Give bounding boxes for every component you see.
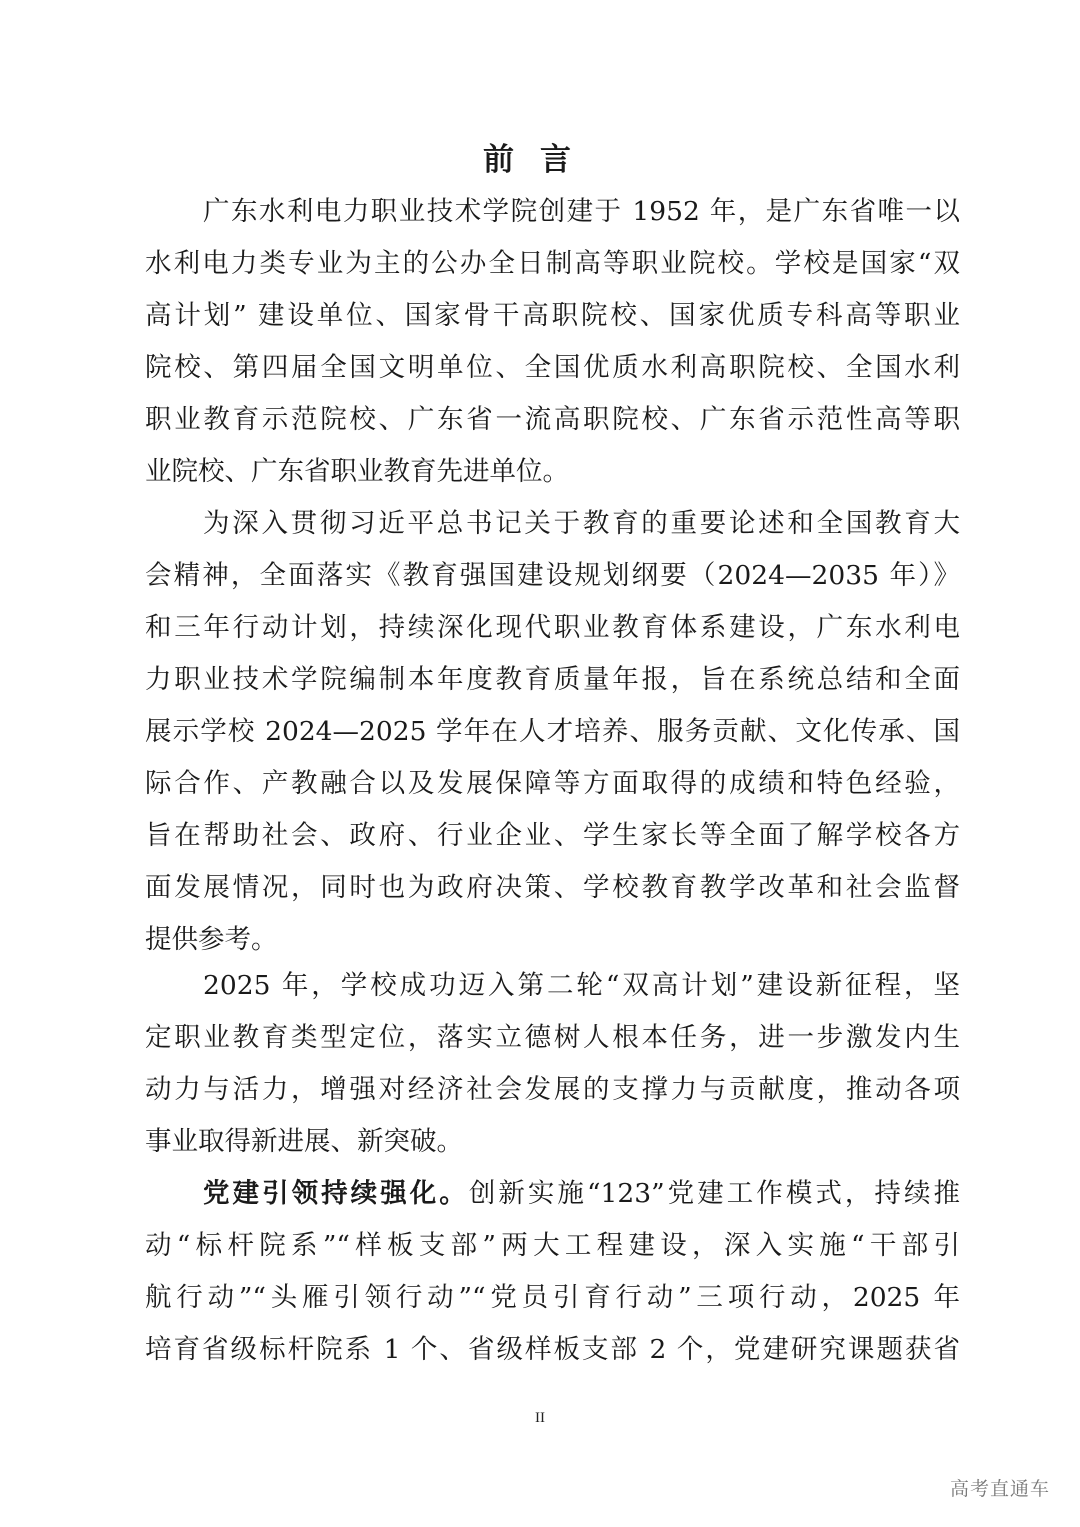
paragraph-4-line-1: [203, 1174, 960, 1214]
paragraph-3-line-4: 事业取得新进展、新突破。: [145, 1126, 463, 1157]
paragraph-4-line-2: 动“标杆院系”“样板支部”两大工程建设，深入实施“干部引: [145, 1230, 960, 1261]
paragraph-2-line-4: 力职业技术学院编制本年度教育质量年报，旨在系统总结和全面: [145, 664, 960, 695]
paragraph-3-line-2: 定职业教育类型定位，落实立德树人根本任务，进一步激发内生: [145, 1022, 960, 1053]
paragraph-3-line-1: 2025 年，学校成功迈入第二轮“双高计划”建设新征程，坚: [203, 970, 960, 1001]
paragraph-1-line-3: 高计划” 建设单位、国家骨干高职院校、国家优质专科高等职业: [145, 300, 960, 331]
paragraph-1-line-1: 广东水利电力职业技术学院创建于 1952 年，是广东省唯一以: [203, 196, 960, 227]
paragraph-2-line-2: 会精神，全面落实《教育强国建设规划纲要（2024—2035 年）》: [145, 560, 960, 591]
paragraph-2-line-6: 际合作、产教融合以及发展保障等方面取得的成绩和特色经验，: [145, 768, 960, 799]
paragraph-4-line-1-text: 创新实施“123”党建工作模式，持续推: [468, 1178, 960, 1209]
paragraph-2-line-9: 提供参考。: [145, 924, 278, 955]
paragraph-1-line-6: 业院校、广东省职业教育先进单位。: [145, 456, 569, 487]
paragraph-4-lead: 党建引领持续强化。: [203, 1178, 469, 1209]
paragraph-4-line-3: 航行动”“头雁引领行动”“党员引育行动”三项行动，2025 年: [145, 1282, 960, 1313]
paragraph-2-line-7: 旨在帮助社会、政府、行业企业、学生家长等全面了解学校各方: [145, 820, 960, 851]
paragraph-4-line-4: 培育省级标杆院系 1 个、省级样板支部 2 个，党建研究课题获省: [145, 1334, 960, 1365]
paragraph-2-line-3: 和三年行动计划，持续深化现代职业教育体系建设，广东水利电: [145, 612, 960, 643]
paragraph-3-line-3: 动力与活力，增强对经济社会发展的支撑力与贡献度，推动各项: [145, 1074, 960, 1105]
paragraph-1-line-2: 水利电力类专业为主的公办全日制高等职业院校。学校是国家“双: [145, 248, 960, 279]
paragraph-2-line-5: 展示学校 2024—2025 学年在人才培养、服务贡献、文化传承、国: [145, 716, 960, 747]
paragraph-2-line-1: 为深入贯彻习近平总书记关于教育的重要论述和全国教育大: [203, 508, 960, 539]
paragraph-2-line-8: 面发展情况，同时也为政府决策、学校教育教学改革和社会监督: [145, 872, 960, 903]
paragraph-1-line-5: 职业教育示范院校、广东省一流高职院校、广东省示范性高等职: [145, 404, 960, 435]
page-number: II: [535, 1410, 545, 1426]
paragraph-1-line-4: 院校、第四届全国文明单位、全国优质水利高职院校、全国水利: [145, 352, 960, 383]
page-title: 前言: [483, 142, 597, 178]
watermark-label: 高考直通车: [949, 1478, 1050, 1500]
